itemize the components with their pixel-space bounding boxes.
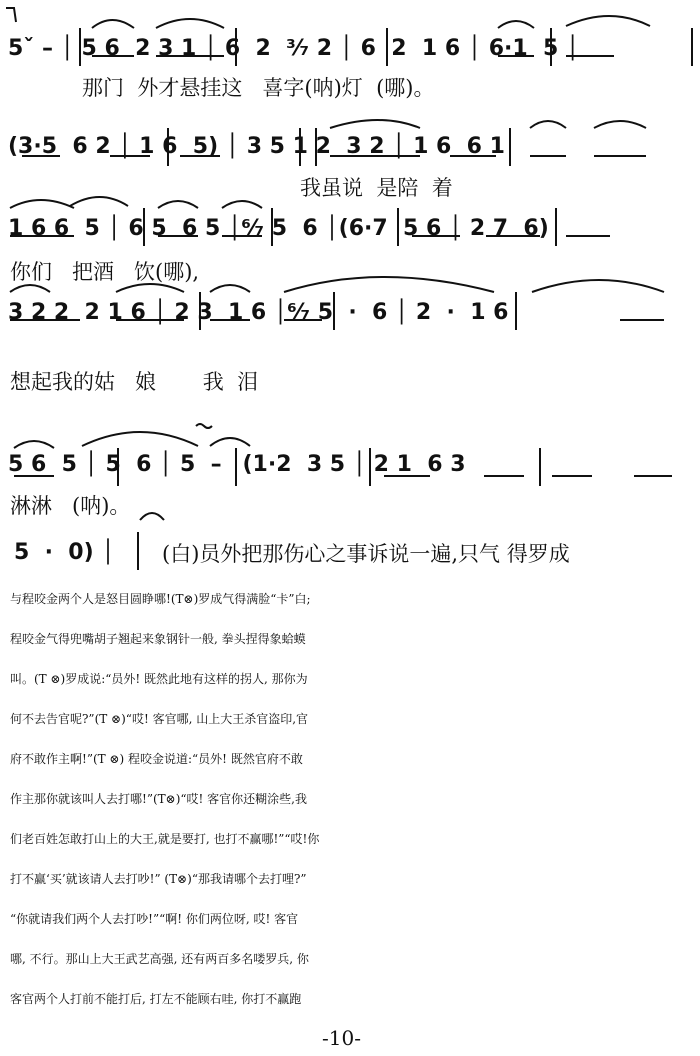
- fermata: [140, 513, 164, 520]
- prose-line: 程咬金气得兜嘴胡子翘起来象钢针一般, 拳头捏得象蛤蟆: [10, 632, 306, 646]
- slur: [82, 432, 198, 446]
- slur: [210, 285, 250, 292]
- trill-mark: [196, 424, 212, 428]
- slur: [70, 197, 128, 206]
- slur: [530, 121, 566, 128]
- system-5-lyrics: 淋淋 (呐)。: [10, 494, 131, 518]
- spoken-line: (白)员外把那伤心之事诉说一遍,只气 得罗成: [162, 542, 570, 566]
- system-3-notes: 1 6 6 5 │ 6 5 6 5 │⁶⁄₇ 5 6 │(6·7 5 6 │ 2 7 6): [8, 216, 549, 241]
- closing-notes: 5 · 0) │: [14, 540, 115, 565]
- slur: [566, 16, 650, 26]
- slur: [284, 277, 494, 292]
- prose-line: 们老百姓怎敢打山上的大王,就是要打, 也打不赢哪!”“哎!你: [10, 832, 320, 846]
- slur: [92, 20, 134, 28]
- prose-line: 哪, 不行。那山上大王武艺高强, 还有两百多名喽罗兵, 你: [10, 952, 309, 966]
- slur: [210, 438, 250, 446]
- system-2-lyrics: 我虽说 是陪 着: [300, 176, 453, 200]
- system-3-lyrics: 你们 把酒 饮(哪),: [10, 260, 200, 284]
- slur: [158, 201, 198, 208]
- prose-line: 何不去告官呢?”(T ⊗)“哎! 客官哪, 山上大王杀官盗印,官: [10, 712, 309, 726]
- system-4-lyrics: 想起我的姑 娘 我 泪: [10, 370, 259, 394]
- slur: [594, 121, 646, 128]
- prose-line: 客官两个人打前不能打后, 打左不能顾右哇, 你打不赢跑: [10, 992, 302, 1006]
- bracket-mark: [6, 8, 16, 22]
- slur: [10, 200, 74, 208]
- system-4-notes: 3 2 2 2 1 6 │ 2 3 1 6 │⁶⁄₇ 5 · 6 │ 2 · 1 6: [8, 300, 509, 325]
- slur: [498, 21, 534, 28]
- slur: [14, 441, 54, 448]
- system-2-notes: (3·5 6 2 │ 1 6 5) │ 3 5 1 2 3 2 │ 1 6 6 1: [8, 134, 505, 159]
- system-5-notes: 5 6 5 │ 5 6 │ 5 – │(1·2 3 5 │ 2 1 6 3: [8, 452, 466, 477]
- slur: [532, 280, 664, 292]
- prose-line: 府不敢作主啊!”(T ⊗) 程咬金说道:“员外! 既然官府不敢: [10, 752, 303, 766]
- prose-line: 叫。(T ⊗)罗成说:“员外! 既然此地有这样的拐人, 那你为: [10, 672, 308, 686]
- slur: [222, 201, 262, 208]
- system-1-lyrics: 那门 外才悬挂这 喜字(呐)灯 (哪)。: [82, 76, 435, 100]
- prose-line: “你就请我们两个人去打吵!”“啊! 你们两位呀, 哎! 客官: [10, 912, 299, 926]
- prose-line: 与程咬金两个人是怒目圆睁哪!(T⊗)罗成气得满脸“卡”白;: [10, 592, 311, 606]
- system-1-notes: 5ˇ – │ 5 6 2 3 1 │ 6 2 ³⁄₇ 2 │ 6 2 1 6 │ 6·1 5 │: [8, 36, 580, 61]
- slur: [10, 285, 50, 292]
- slur: [330, 120, 420, 128]
- slur: [156, 19, 224, 28]
- prose-line: 打不赢‘买’就该请人去打吵!” (T⊗)“那我请哪个去打哩?”: [10, 872, 307, 886]
- page-number: -10-: [322, 1026, 361, 1050]
- prose-line: 作主那你就该叫人去打哪!”(T⊗)“哎! 客官你还糊涂些,我: [10, 792, 307, 806]
